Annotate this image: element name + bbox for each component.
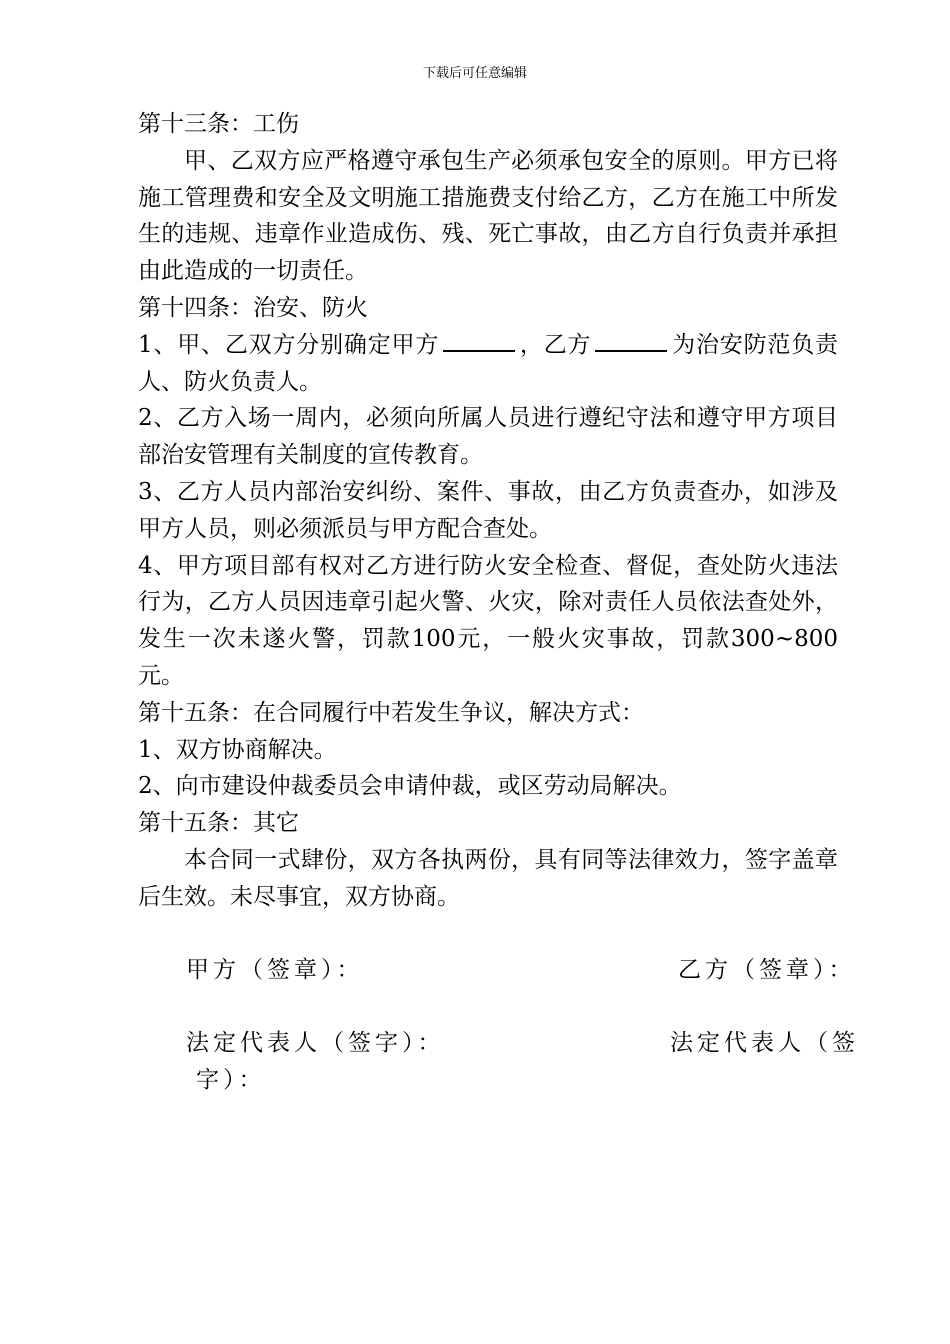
article15b-title: 第十五条：其它	[138, 810, 299, 837]
page-header-note: 下载后可任意编辑	[422, 66, 527, 81]
article13-body: 甲、乙双方应严格遵守承包生产必须承包安全的原则。甲方已将施工管理费和安全及文明施工措施费支付给乙方，乙方在施工中所发生的违规、违章作业造成伤、残、死亡事故，由乙方自行负责并承担由此造成的一切责任。	[138, 147, 838, 285]
party-a-name-blank	[443, 328, 515, 352]
article14-item3: 3、乙方人员内部治安纠纷、案件、事故，由乙方负责查办，如涉及甲方人员，则必须派员与甲方配合查处。	[138, 478, 838, 542]
article14-item2: 2、乙方入场一周内，必须向所属人员进行遵纪守法和遵守甲方项目部治安管理有关制度的宣传教育。	[138, 405, 838, 469]
article15a-item2: 2、向市建设仲裁委员会申请仲裁，或区劳动局解决。	[138, 773, 682, 800]
party-b-name-blank	[595, 328, 667, 352]
article15b-body: 本合同一式肆份，双方各执两份，具有同等法律效力，签字盖章后生效。未尽事宜，双方协商。	[138, 846, 838, 910]
article14-item1-text-b: ，乙方	[519, 331, 592, 358]
article14-item4: 4、甲方项目部有权对乙方进行防火安全检查、督促，查处防火违法行为，乙方人员因违章引起火警、火灾，除对责任人员依法查处外，发生一次未遂火警，罚款100元，一般火灾事故，罚款300~800元。	[138, 552, 838, 689]
article14-item1	[138, 327, 838, 401]
party-a-representative-label: 法定代表人（签字）：	[186, 1030, 445, 1056]
article14-title: 第十四条：治安、防火	[138, 294, 368, 321]
party-b-seal-label: 乙方（签章）：	[678, 957, 856, 983]
party-b-representative-label-wrap: 字）：	[196, 1067, 266, 1093]
article14-item1-text-a: 1、甲、乙双方分别确定甲方	[138, 331, 440, 358]
party-a-seal-label: 甲方（签章）：	[186, 957, 364, 983]
party-b-representative-label: 法定代表人（签	[670, 1030, 859, 1056]
article15a-title: 第十五条：在合同履行中若发生争议，解决方式：	[138, 699, 644, 726]
article13-title: 第十三条：工伤	[138, 111, 299, 137]
article14-item1-text-c: 为治安防范负责人、防火负责人。	[138, 331, 839, 395]
contract-body	[138, 106, 838, 916]
article15a-item1: 1、双方协商解决。	[138, 736, 337, 763]
